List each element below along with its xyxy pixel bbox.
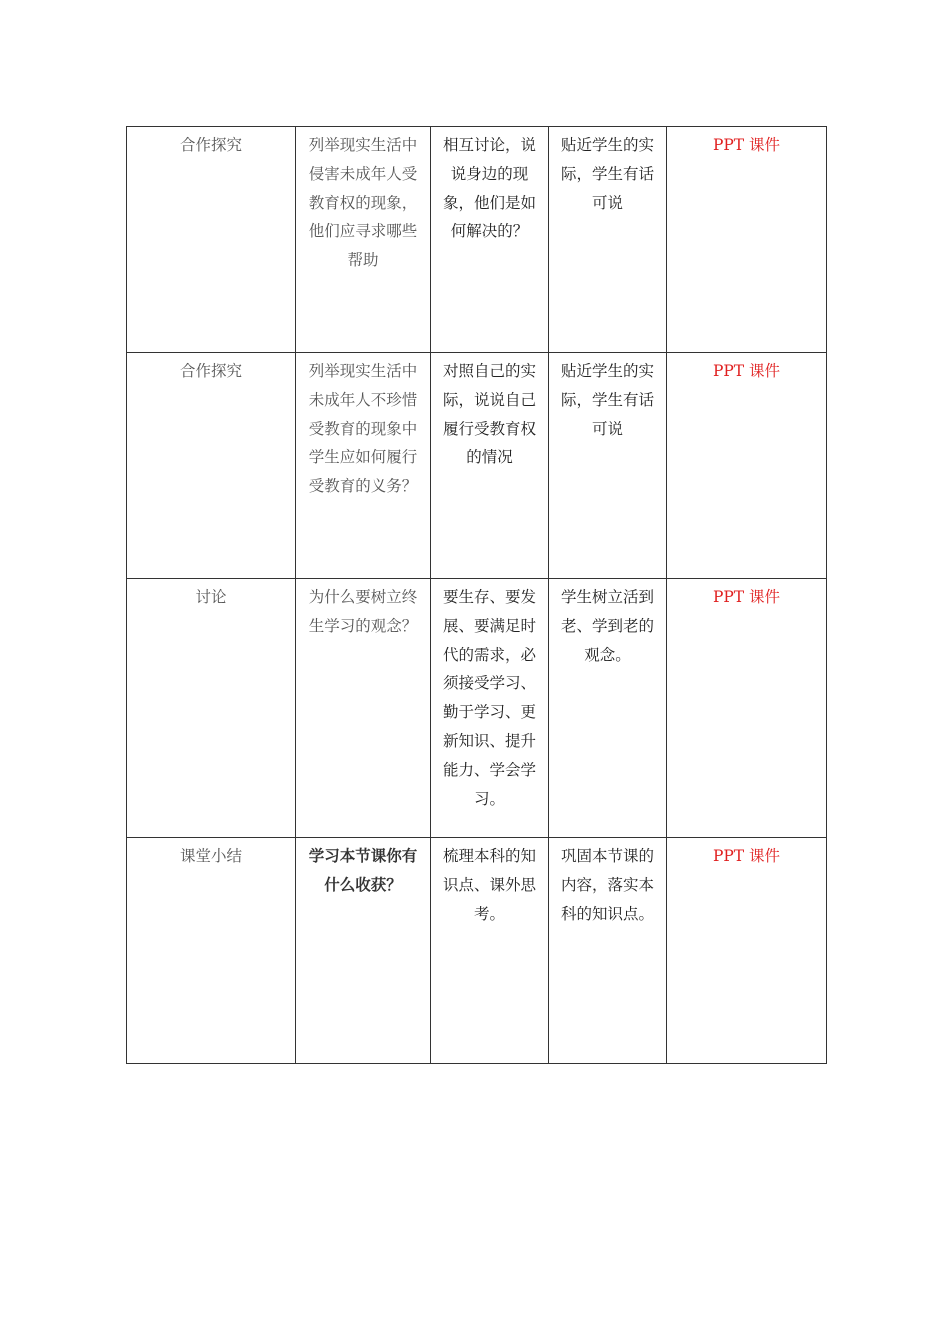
media-cell: PPT 课件 xyxy=(667,127,827,353)
table-row xyxy=(127,127,827,353)
media-cell: PPT 课件 xyxy=(667,838,827,1064)
table-row xyxy=(127,579,827,838)
table-row xyxy=(127,353,827,579)
student-activity-cell: 梳理本科的知识点、课外思考。 xyxy=(431,838,549,1064)
design-intent-cell: 巩固本节课的内容，落实本科的知识点。 xyxy=(549,838,667,1064)
media-cell: PPT 课件 xyxy=(667,579,827,838)
activity-cell: 合作探究 xyxy=(127,127,296,353)
student-activity-cell: 相互讨论，说说身边的现象，他们是如何解决的？ xyxy=(431,127,549,353)
lesson-plan-table xyxy=(126,126,827,1064)
design-intent-cell: 贴近学生的实际，学生有话可说 xyxy=(549,127,667,353)
media-cell: PPT 课件 xyxy=(667,353,827,579)
content-cell: 列举现实生活中未成年人不珍惜受教育的现象中学生应如何履行受教育的义务？ xyxy=(296,353,431,579)
activity-cell: 讨论 xyxy=(127,579,296,838)
student-activity-cell: 对照自己的实际，说说自己履行受教育权的情况 xyxy=(431,353,549,579)
table-row xyxy=(127,838,827,1064)
design-intent-cell: 贴近学生的实际，学生有话可说 xyxy=(549,353,667,579)
content-cell: 为什么要树立终生学习的观念？ xyxy=(296,579,431,838)
activity-cell: 课堂小结 xyxy=(127,838,296,1064)
activity-cell: 合作探究 xyxy=(127,353,296,579)
content-cell: 列举现实生活中侵害未成年人受教育权的现象，他们应寻求哪些帮助 xyxy=(296,127,431,353)
content-cell: 学习本节课你有什么收获？ xyxy=(296,838,431,1064)
student-activity-cell: 要生存、要发展、要满足时代的需求，必须接受学习、勤于学习、更新知识、提升能力、学会学习。 xyxy=(431,579,549,838)
design-intent-cell: 学生树立活到老、学到老的观念。 xyxy=(549,579,667,838)
